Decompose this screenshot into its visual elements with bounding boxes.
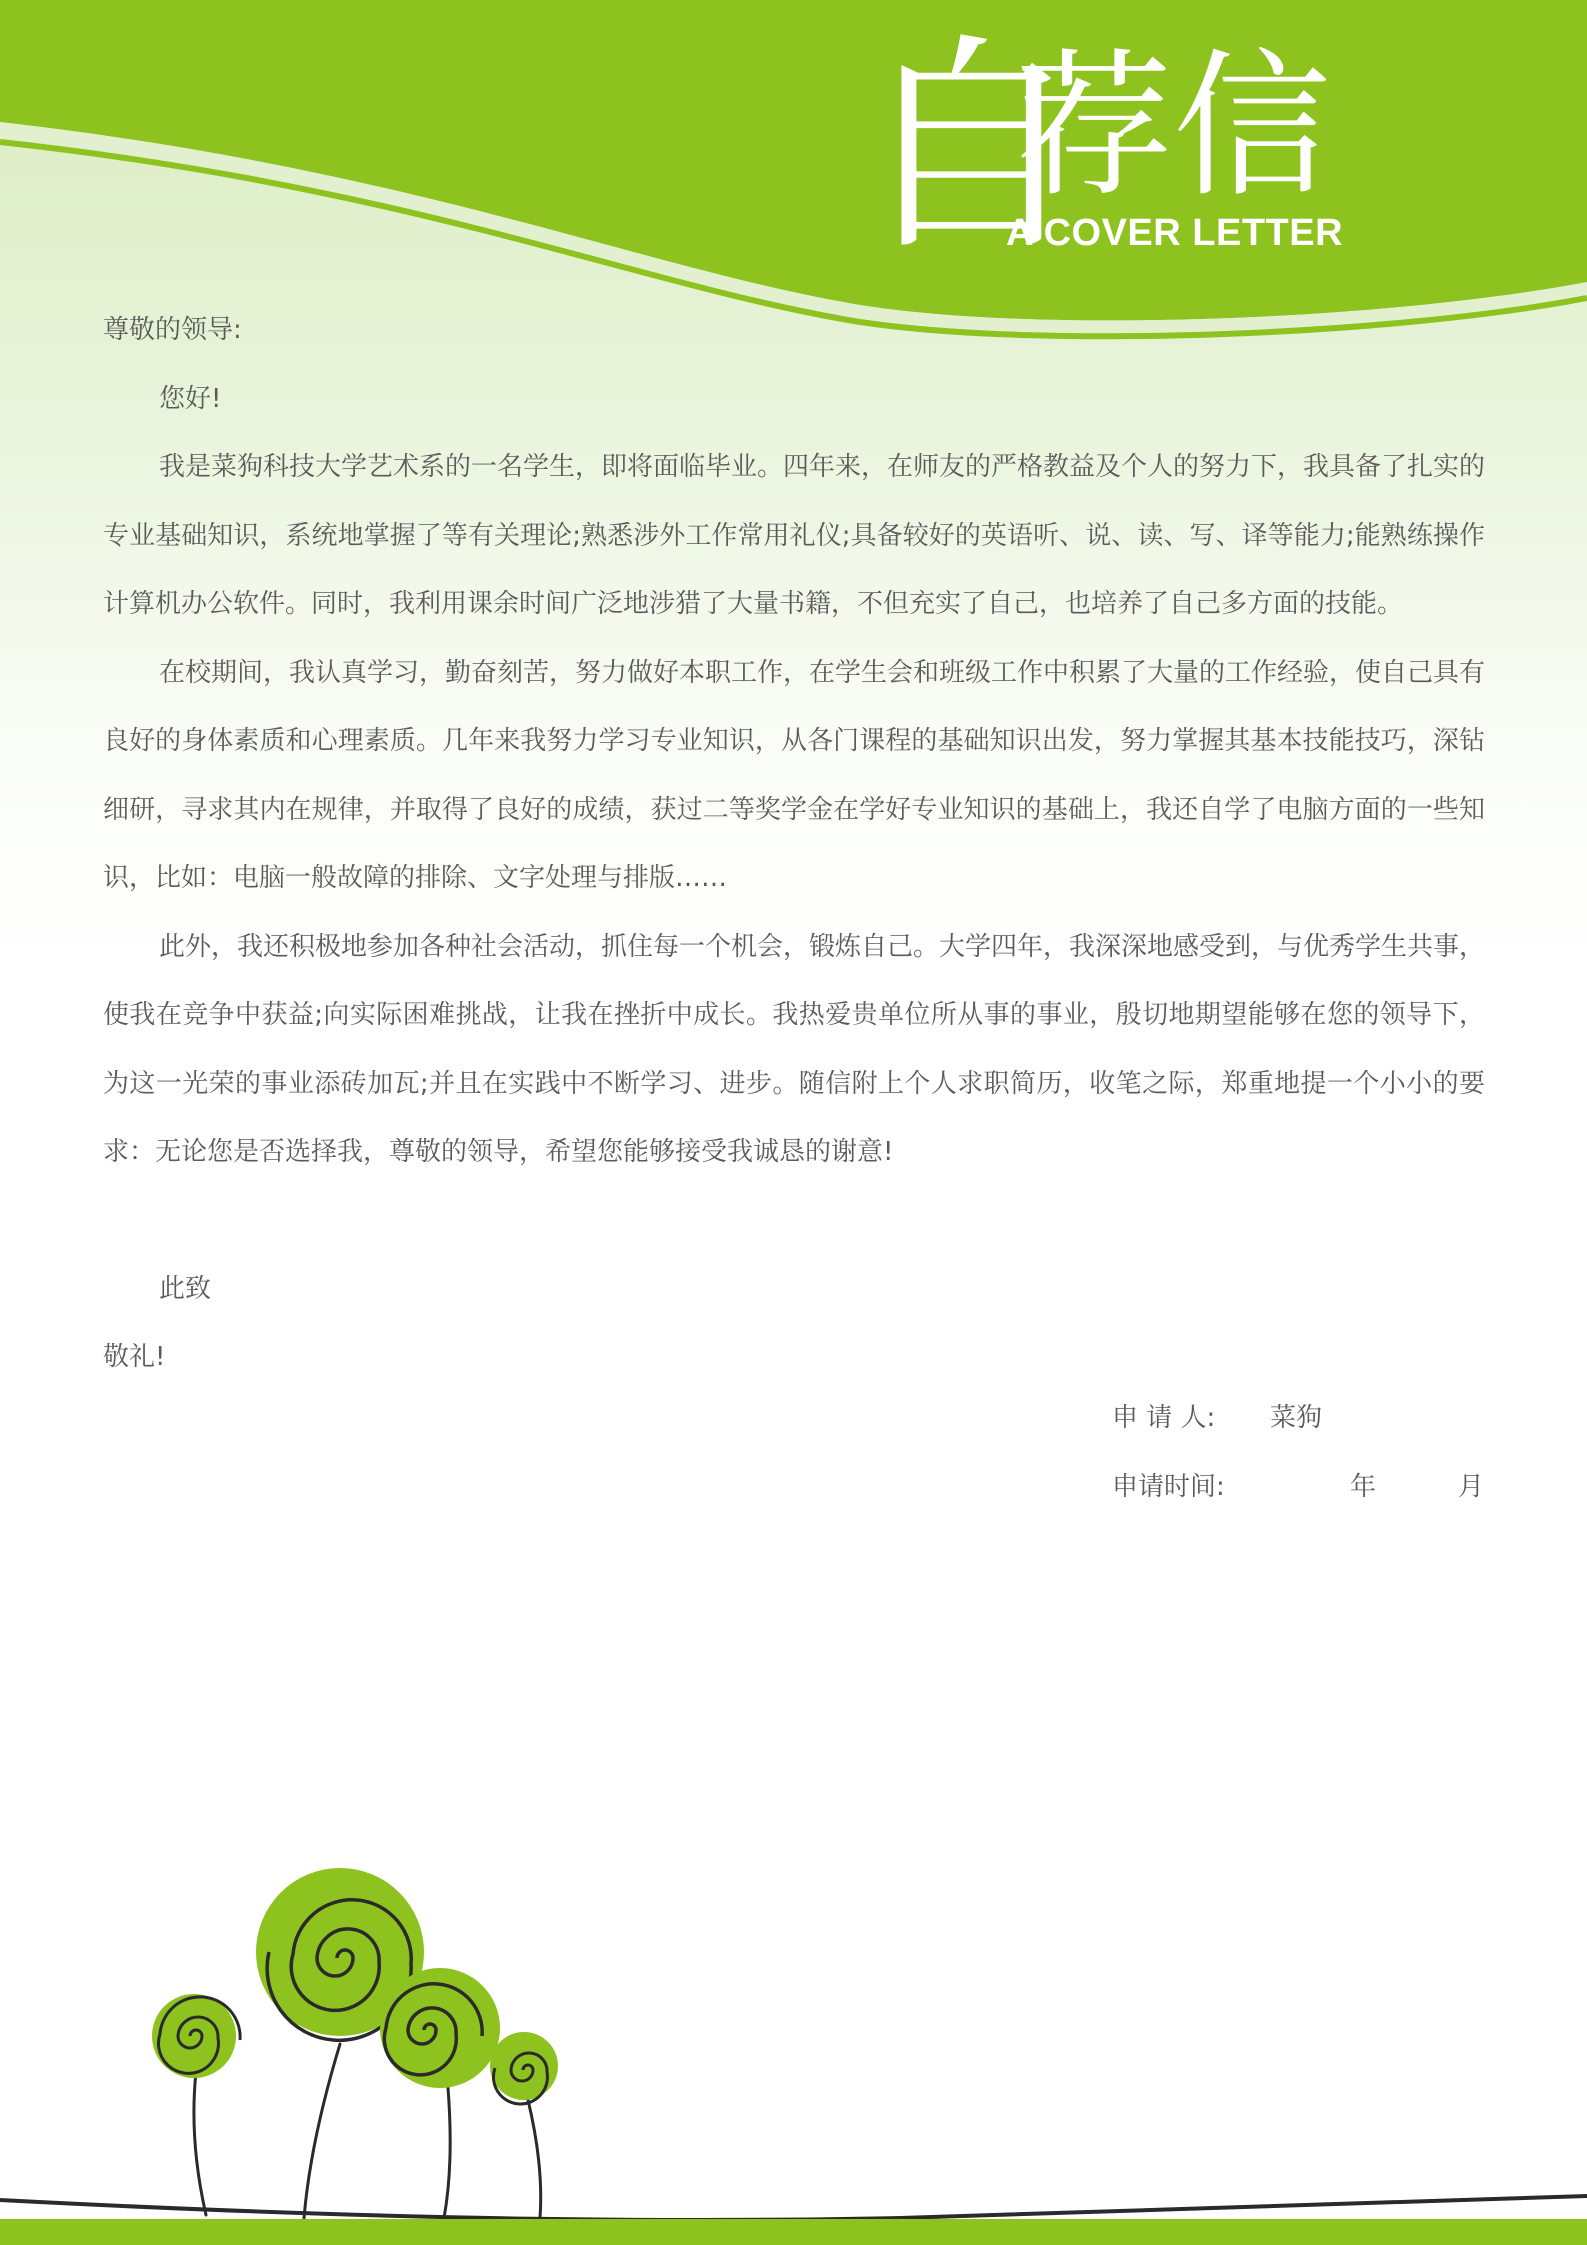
closing-line-2: 敬礼!	[103, 1342, 166, 1372]
salutation: 尊敬的领导:	[103, 315, 242, 345]
paragraph-1: 我是菜狗科技大学艺术系的一名学生，即将面临毕业。四年来，在师友的严格教益及个人的努力下，我具备了扎实的专业基础知识，系统地掌握了等有关理论;熟悉涉外工作常用礼仪;具备较好的英语听、说、读、写、译等能力;能熟练操作计算机办公软件。同时，我利用课余时间广泛地涉猎了大量书籍，不但充实了自己，也培养了自己多方面的技能。	[103, 452, 1486, 619]
title-big-char: 自	[855, 15, 1086, 282]
title-rest-chars: 荐信	[1015, 35, 1331, 219]
applicant-row	[1112, 1384, 1492, 1453]
blank-line	[103, 1187, 1485, 1255]
letter-body	[103, 296, 1485, 1392]
footer-green-bar	[0, 2219, 1587, 2245]
signature-block	[1112, 1384, 1492, 1521]
swirl-tree-medium	[380, 1968, 500, 2088]
swirl-tree-small-right	[490, 2032, 558, 2104]
tree-stems	[194, 2044, 541, 2218]
greeting: 您好!	[159, 383, 222, 414]
year-label: 年	[1350, 1471, 1377, 1502]
closing-line-1: 此致	[159, 1273, 212, 1304]
swirl-tree-small-left	[152, 1994, 240, 2078]
paragraph-3: 此外，我还积极地参加各种社会活动，抓住每一个机会，锻炼自己。大学四年，我深深地感受到，与优秀学生共事，使我在竞争中获益;向实际困难挑战，让我在挫折中成长。我热爱贵单位所从事的事业，殷切地期望能够在您的领导下，为这一光荣的事业添砖加瓦;并且在实践中不断学习、进步。随信附上个人求职简历，收笔之际，郑重地提一个小小的要求：无论您是否选择我，尊敬的领导，希望您能够接受我诚恳的谢意!	[103, 931, 1486, 1167]
applicant-name: 菜狗	[1270, 1403, 1323, 1433]
decorative-trees-illustration	[0, 1860, 1587, 2245]
date-row	[1112, 1453, 1492, 1522]
date-label: 申请时间:	[1112, 1471, 1225, 1502]
title-english: A COVER LETTER	[1006, 212, 1344, 254]
applicant-label: 申 请 人:	[1112, 1403, 1216, 1433]
ground-line	[0, 2196, 1587, 2220]
month-label: 月	[1458, 1471, 1485, 1502]
paragraph-2: 在校期间，我认真学习，勤奋刻苦，努力做好本职工作，在学生会和班级工作中积累了大量的工作经验，使自己具有良好的身体素质和心理素质。几年来我努力学习专业知识，从各门课程的基础知识出发，努力掌握其基本技能技巧，深钻细研，寻求其内在规律，并取得了良好的成绩，获过二等奖学金在学好专业知识的基础上，我还自学了电脑方面的一些知识，比如：电脑一般故障的排除、文字处理与排版……	[103, 657, 1486, 893]
